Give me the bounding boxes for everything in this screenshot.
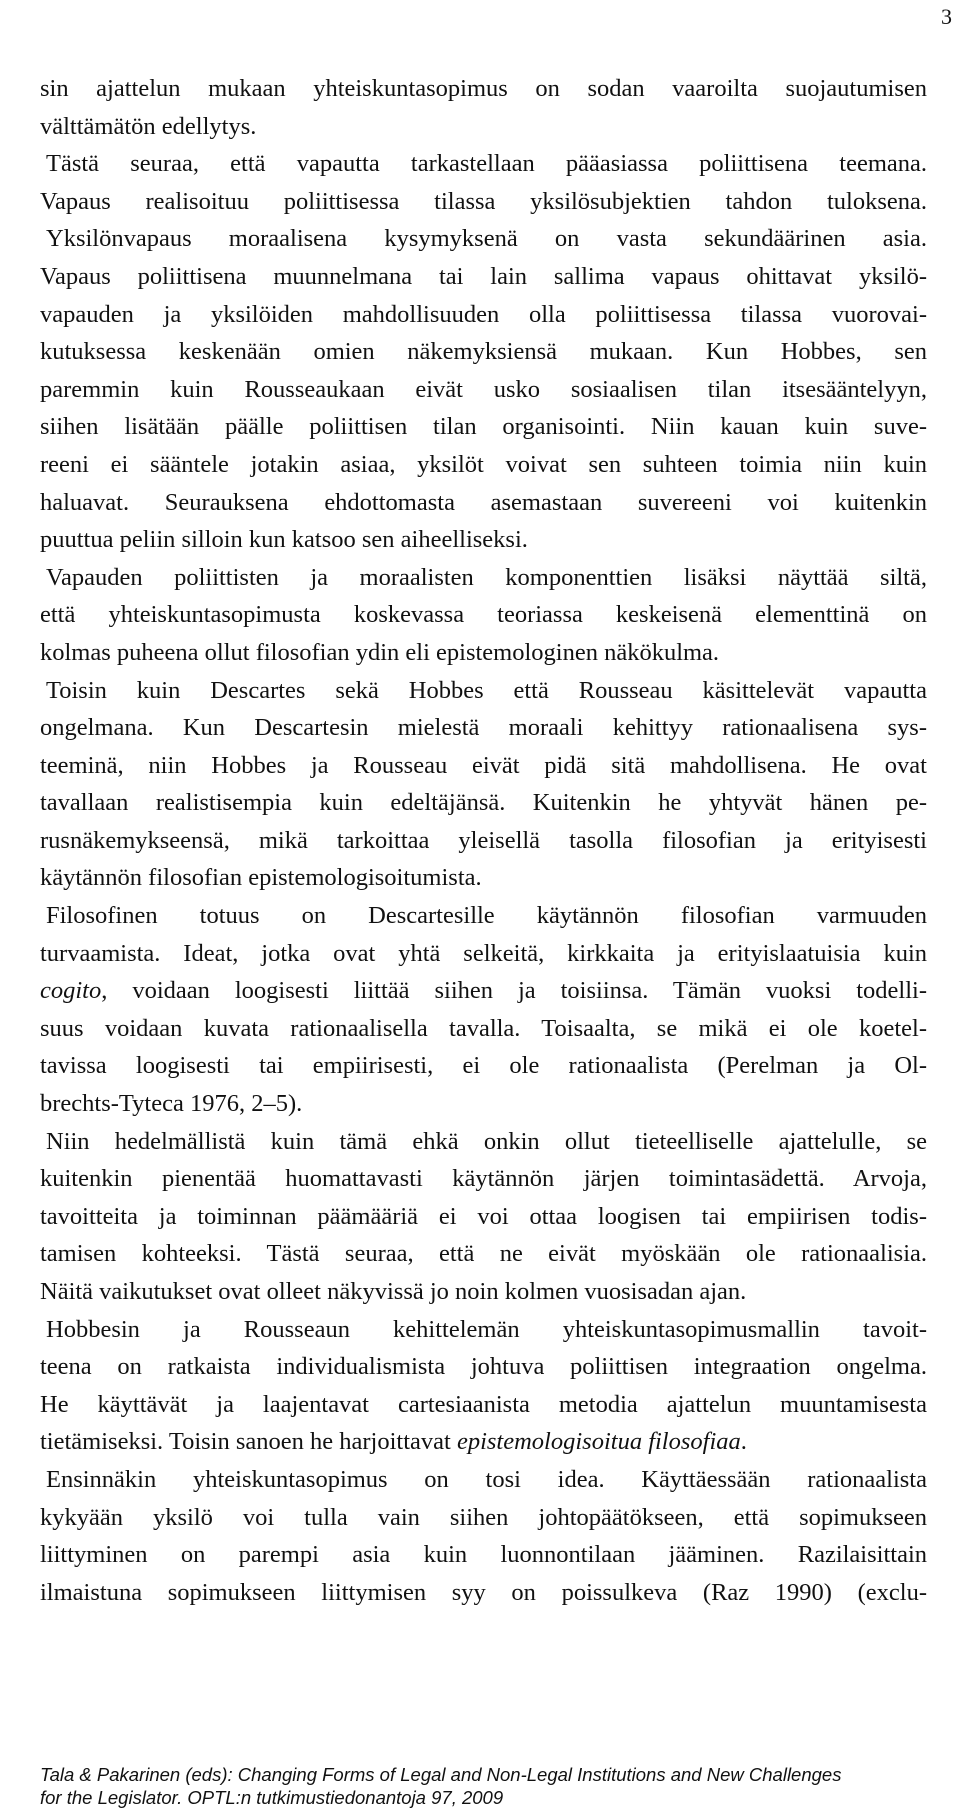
text-line: välttämätön edellytys. <box>40 112 257 140</box>
text-line: Tästä seuraa, että vapautta tarkastellaan pääasiassa poliittisena teemana. <box>46 150 927 178</box>
italic-term: epistemologisoitua filosofiaa <box>456 1428 741 1456</box>
text-line: reeni ei sääntele jotakin asiaa, yksilöt voivat sen suhteen toimia niin kuin <box>40 450 927 478</box>
footer-line-1: Tala & Pakarinen (eds): Changing Forms of Legal and Non-Legal Institutions and New Challenges <box>40 1764 842 1785</box>
text-line: rusnäkemykseensä, mikä tarkoittaa yleisellä tasolla filosofian ja erityisesti <box>40 826 927 854</box>
text-line: Näitä vaikutukset ovat olleet näkyvissä jo noin kolmen vuosisadan ajan. <box>40 1278 747 1305</box>
text-line: paremmin kuin Rousseaukaan eivät usko sosiaalisen tilan itsesääntelyyn, <box>40 375 927 403</box>
text-line: Filosofinen totuus on Descartesille käytännön filosofian varmuuden <box>46 902 927 930</box>
text-line: Hobbesin ja Rousseaun kehittelemän yhteiskuntasopimusmallin tavoit- <box>46 1315 927 1343</box>
text-line: vapauden ja yksilöiden mahdollisuuden olla poliittisessa tilassa vuorovai- <box>40 300 927 328</box>
text-line: Niin hedelmällistä kuin tämä ehkä onkin ollut tieteelliselle ajattelulle, se <box>46 1127 927 1155</box>
text-line: turvaamista. Ideat, jotka ovat yhtä selkeitä, kirkkaita ja erityislaatuisia kuin <box>40 939 927 967</box>
footer-line-2: for the Legislator. OPTL:n tutkimustiedonantoja 97, 2009 <box>40 1787 504 1808</box>
text-line: sin ajattelun mukaan yhteiskuntasopimus on sodan vaaroilta suojautumisen <box>40 75 927 102</box>
footer-citation <box>40 1763 940 1809</box>
text-line: puuttua peliin silloin kun katsoo sen aiheelliseksi. <box>40 526 528 554</box>
text-line: liittyminen on parempi asia kuin luonnontilaan jääminen. Razilaisittain <box>40 1541 927 1569</box>
text-segment: . <box>740 1428 747 1456</box>
text-line: teena on ratkaista individualismista johtuva poliittisen integraation ongelma. <box>40 1353 927 1381</box>
text-line: tavallaan realistisempia kuin edeltäjänsä. Kuitenkin he yhtyvät hänen pe- <box>40 789 927 817</box>
text-line: teeminä, niin Hobbes ja Rousseau eivät pidä sitä mahdollisena. He ovat <box>40 751 927 779</box>
text-segment: , voidaan loogisesti liittää siihen ja toisiinsa. Tämän vuoksi todelli- <box>101 977 927 1005</box>
text-line: Vapaus poliittisena muunnelmana tai lain sallima vapaus ohittavat yksilö- <box>40 262 927 290</box>
text-line: Yksilönvapaus moraalisena kysymyksenä on vasta sekundäärinen asia. <box>46 225 927 253</box>
text-line: Ensinnäkin yhteiskuntasopimus on tosi idea. Käyttäessään rationaalista <box>46 1465 927 1493</box>
text-line: kuitenkin pienentää huomattavasti käytännön järjen toimintasädettä. Arvoja, <box>40 1165 927 1193</box>
text-line <box>40 972 927 1010</box>
text-line: tavoitteita ja toiminnan päämääriä ei voi ottaa loogisen tai empiirisen todis- <box>40 1202 927 1230</box>
text-line: tamisen kohteeksi. Tästä seuraa, että ne eivät myöskään ole rationaalisia. <box>40 1240 927 1268</box>
text-line <box>40 1423 927 1461</box>
text-line: ilmaistuna sopimukseen liittymisen syy on poissulkeva (Raz 1990) (exclu- <box>40 1578 927 1606</box>
text-line: että yhteiskuntasopimusta koskevassa teoriassa keskeisenä elementtinä on <box>40 601 927 629</box>
body-text <box>40 70 927 1611</box>
text-segment: tietämiseksi. Toisin sanoen he harjoittavat <box>40 1428 457 1456</box>
italic-term: cogito <box>40 977 102 1005</box>
text-line: käytännön filosofian epistemologisoitumista. <box>40 864 482 892</box>
text-line: kolmas puheena ollut filosofian ydin eli epistemologinen näkökulma. <box>40 638 720 666</box>
text-line: haluavat. Seurauksena ehdottomasta asemastaan suvereeni voi kuitenkin <box>40 488 927 516</box>
text-line: Toisin kuin Descartes sekä Hobbes että Rousseau käsittelevät vapautta <box>46 676 927 704</box>
text-line: He käyttävät ja laajentavat cartesiaanista metodia ajattelun muuntamisesta <box>40 1390 927 1418</box>
text-line: Vapaus realisoituu poliittisessa tilassa yksilösubjektien tahdon tuloksena. <box>40 187 927 215</box>
text-line: kutuksessa keskenään omien näkemyksiensä mukaan. Kun Hobbes, sen <box>40 338 927 366</box>
text-line: suus voidaan kuvata rationaalisella tavalla. Toisaalta, se mikä ei ole koetel- <box>40 1014 927 1042</box>
text-line: Vapauden poliittisten ja moraalisten komponenttien lisäksi näyttää siltä, <box>46 563 927 591</box>
text-line: ongelmana. Kun Descartesin mielestä moraali kehittyy rationaalisena sys- <box>40 714 927 742</box>
text-line: kykyään yksilö voi tulla vain siihen johtopäätökseen, että sopimukseen <box>40 1503 927 1531</box>
text-line: brechts-Tyteca 1976, 2–5). <box>40 1090 303 1118</box>
page-number: 3 <box>941 4 952 29</box>
text-line: siihen lisätään päälle poliittisen tilan organisointi. Niin kauan kuin suve- <box>40 413 927 441</box>
text-line: tavissa loogisesti tai empiirisesti, ei ole rationaalista (Perelman ja Ol- <box>40 1052 927 1080</box>
